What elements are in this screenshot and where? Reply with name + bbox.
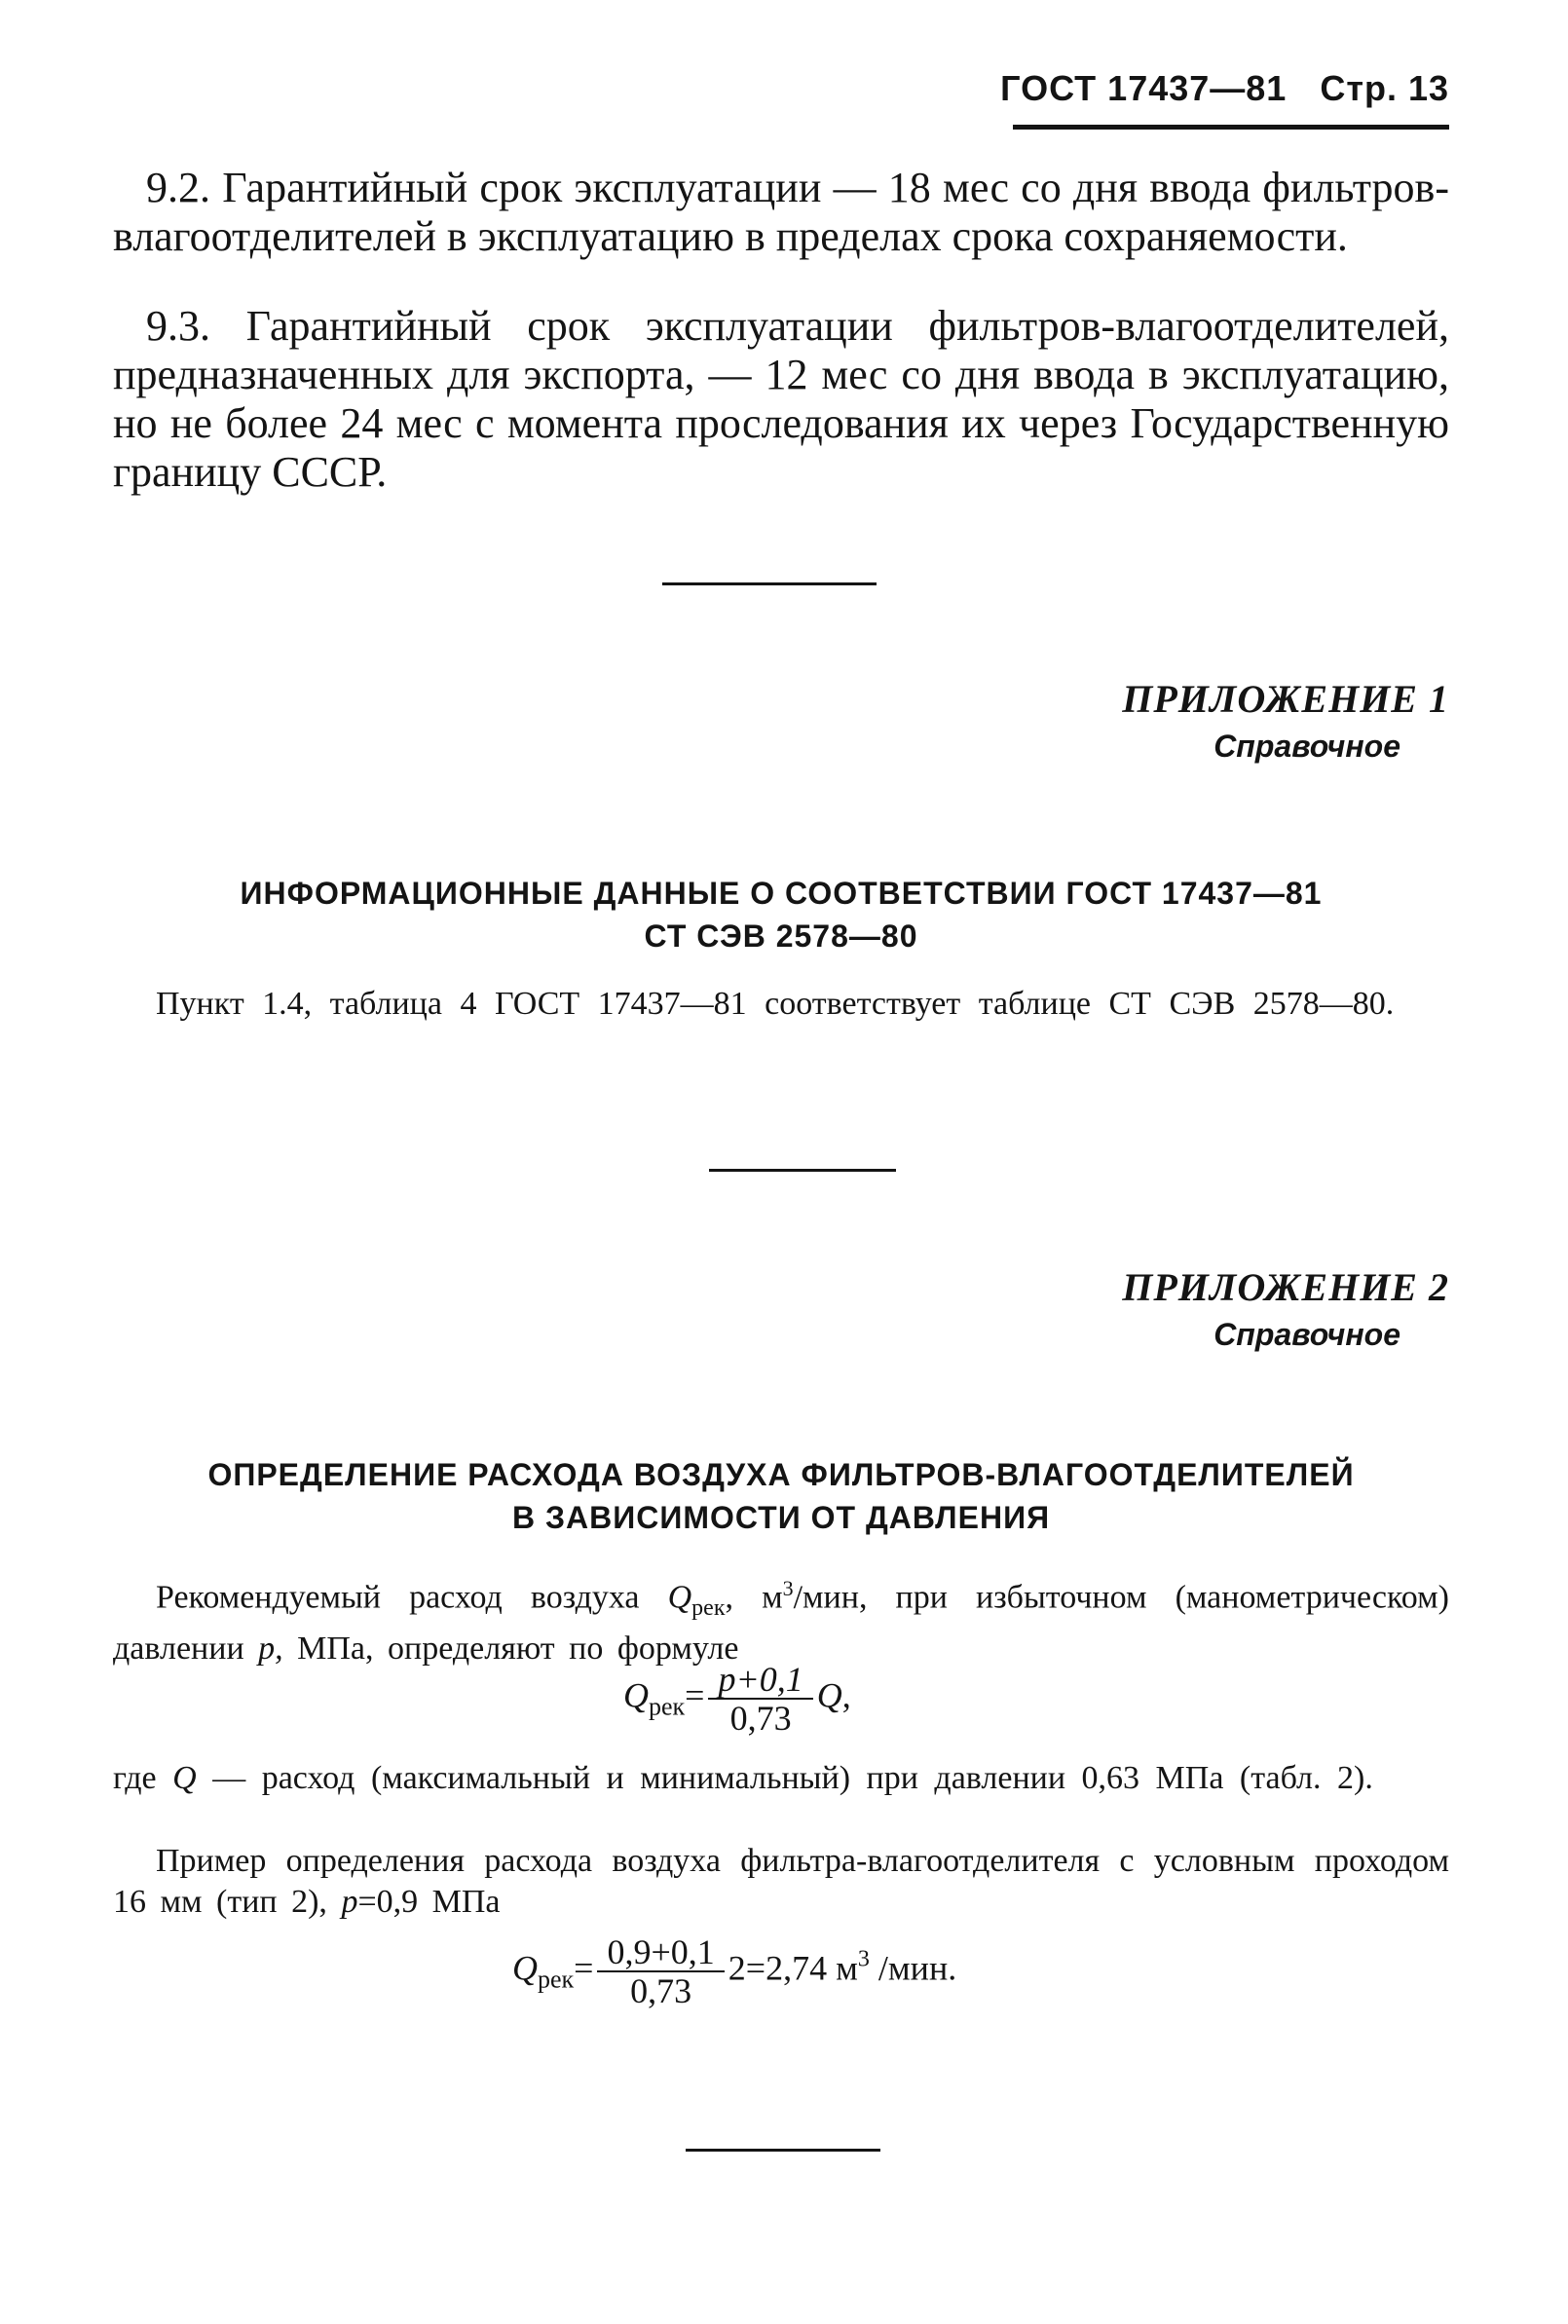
section-divider — [686, 2149, 880, 2152]
example-formula: $Q_{рек}=$ $\frac{0,9+0,1}{0,73}$ 2=2,74 $м^3$ /мин. — [512, 1932, 957, 2010]
gost-number: ГОСТ 17437—81 — [1000, 68, 1288, 108]
appendix-2-heading-line1: ОПРЕДЕЛЕНИЕ РАСХОДА ВОЗДУХА ФИЛЬТРОВ-ВЛАГООТДЕЛИТЕЛЕЙ — [207, 1457, 1355, 1492]
appendix-1-sublabel: Справочное — [1213, 729, 1400, 764]
appendix-2-sublabel: Справочное — [1213, 1317, 1400, 1352]
section-divider — [662, 582, 877, 585]
appendix-1-heading-line1: ИНФОРМАЦИОННЫЕ ДАННЫЕ О СООТВЕТСТВИИ ГОСТ 17437—81 — [240, 876, 1323, 911]
formula-explanation: где Q — расход (максимальный и минимальный) при давлении 0,63 МПа (табл. 2). — [113, 1760, 1373, 1796]
recommended-flow-text: Рекомендуемый расход воздуха $Q_{рек}$, $м^3$/мин, при избыточном (манометрическом) давлении p, МПа, определяют по формуле — [113, 1576, 1449, 1668]
appendix-2-heading — [113, 1453, 1449, 1539]
header-rule — [1013, 125, 1449, 130]
flow-formula: $Q_{рек}=$ $\frac{p+0,1}{0,73}$ Q, — [623, 1660, 851, 1738]
page-number: Стр. 13 — [1320, 68, 1449, 108]
appendix-2-label: ПРИЛОЖЕНИЕ 2 — [1122, 1265, 1449, 1309]
appendix-1-label: ПРИЛОЖЕНИЕ 1 — [1122, 677, 1449, 721]
formula-fraction: $\frac{0,9+0,1}{0,73}$ — [597, 1933, 724, 2009]
section-divider — [709, 1169, 896, 1172]
page-header — [0, 68, 1449, 109]
appendix-1-text: Пункт 1.4, таблица 4 ГОСТ 17437—81 соответствует таблице СТ СЭВ 2578—80. — [156, 986, 1395, 1022]
paragraph-9-3: 9.3. Гарантийный срок эксплуатации фильтров-влагоотделителей, предназначенных для экспорта, — 12 мес со дня ввода в эксплуатацию, но не более 24 мес с момента проследования их через Государственную границу СССР. — [113, 302, 1449, 496]
formula-fraction: $\frac{p+0,1}{0,73}$ — [708, 1661, 812, 1737]
appendix-2-heading-line2: В ЗАВИСИМОСТИ ОТ ДАВЛЕНИЯ — [511, 1500, 1051, 1535]
appendix-1-heading — [113, 872, 1449, 957]
example-text: Пример определения расхода воздуха фильтра-влагоотделителя с условным проходом 16 мм (тип 2), p=0,9 МПа — [113, 1843, 1449, 1920]
appendix-1-heading-line2: СТ СЭВ 2578—80 — [644, 918, 918, 954]
paragraph-9-2: 9.2. Гарантийный срок эксплуатации — 18 мес со дня ввода фильтров-влагоотделителей в эксплуатацию в пределах срока сохраняемости. — [113, 164, 1449, 260]
